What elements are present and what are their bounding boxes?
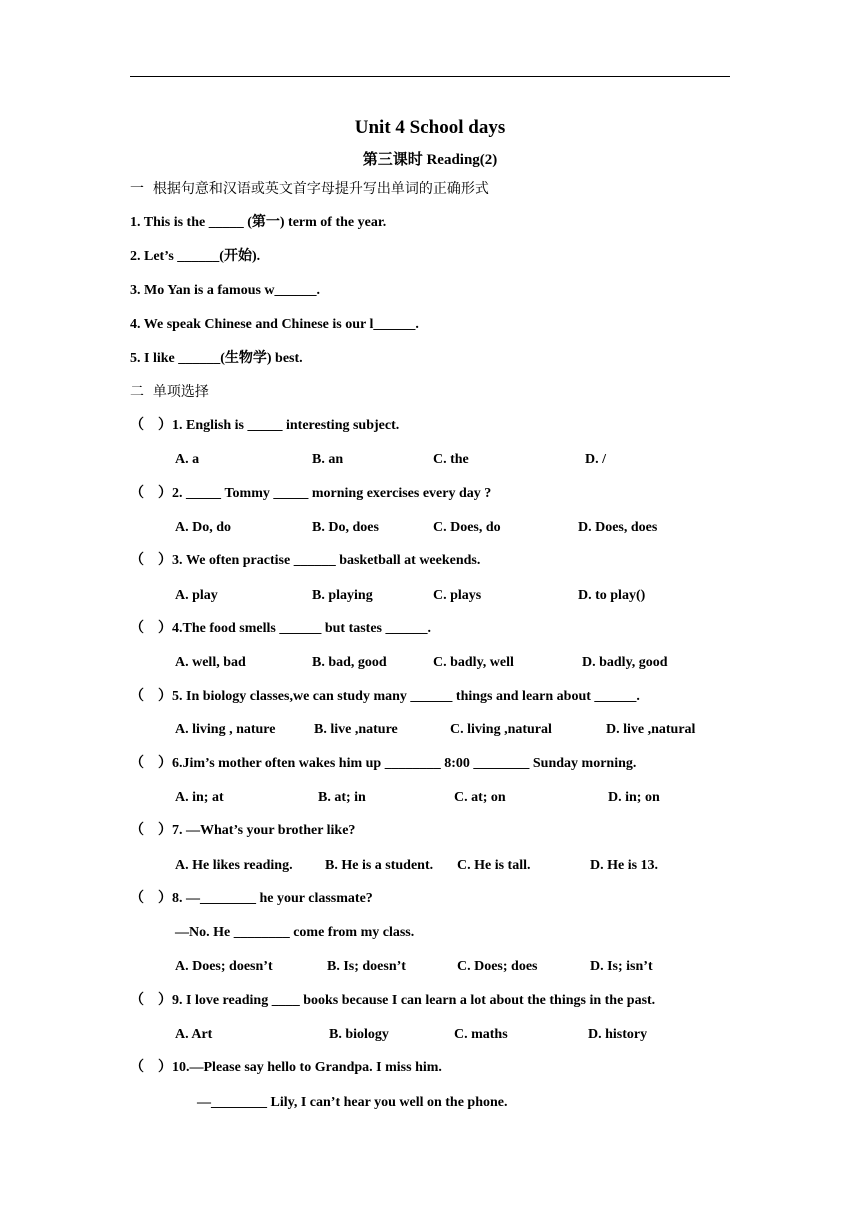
option-a: A. play	[175, 588, 218, 603]
option-d: D. to play()	[578, 588, 646, 603]
option-c: C. the	[433, 452, 469, 467]
question-stem: （ ）9. I love reading ____ books because I can learn a lot about the things in the past.	[130, 993, 656, 1008]
question-stem: （ ）7. —What’s your brother like?	[130, 823, 356, 838]
option-c: C. badly, well	[433, 655, 514, 670]
option-a: A. Art	[175, 1027, 213, 1042]
option-a: A. Do, do	[175, 520, 232, 535]
question-dialogue: —________ Lily, I can’t hear you well on the phone.	[197, 1095, 508, 1110]
option-b: B. an	[312, 452, 344, 467]
option-b: B. Is; doesn’t	[327, 959, 406, 974]
question-stem: （ ）6.Jim’s mother often wakes him up ________ 8:00 ________ Sunday morning.	[130, 756, 637, 771]
option-d: D. badly, good	[582, 655, 668, 670]
fill-item: 5. I like ______(生物学) best.	[130, 351, 303, 366]
option-b: B. live ,nature	[314, 722, 398, 737]
page-title: Unit 4 School days	[354, 117, 506, 138]
option-d: D. history	[588, 1027, 648, 1042]
option-a: A. He likes reading.	[175, 858, 293, 873]
option-d: D. /	[585, 452, 606, 467]
option-c: C. plays	[433, 588, 482, 603]
option-c: C. He is tall.	[457, 858, 531, 873]
option-c: C. maths	[454, 1027, 508, 1042]
question-stem: （ ）3. We often practise ______ basketball at weekends.	[130, 553, 481, 568]
section2-heading: 二 单项选择	[130, 384, 209, 400]
option-c: C. Does, do	[433, 520, 501, 535]
question-stem: （ ）4.The food smells ______ but tastes ______.	[130, 621, 432, 636]
page-subtitle: 第三课时 Reading(2)	[362, 152, 498, 168]
option-c: C. living ,natural	[450, 722, 552, 737]
option-a: A. living , nature	[175, 722, 276, 737]
option-d: D. He is 13.	[590, 858, 659, 873]
question-dialogue: —No. He ________ come from my class.	[175, 925, 415, 940]
option-b: B. at; in	[318, 790, 366, 805]
option-a: A. Does; doesn’t	[175, 959, 273, 974]
top-rule	[130, 76, 730, 77]
section1-heading: 一 根据句意和汉语或英文首字母提升写出单词的正确形式	[130, 181, 489, 197]
option-a: A. a	[175, 452, 200, 467]
question-stem: （ ）2. _____ Tommy _____ morning exercises every day ?	[130, 486, 492, 501]
question-stem: （ ）10.—Please say hello to Grandpa. I miss him.	[130, 1060, 442, 1075]
option-d: D. live ,natural	[606, 722, 696, 737]
option-d: D. in; on	[608, 790, 660, 805]
question-stem: （ ）8. —________ he your classmate?	[130, 891, 373, 906]
question-stem: （ ）1. English is _____ interesting subject.	[130, 418, 400, 433]
option-b: B. He is a student.	[325, 858, 434, 873]
option-d: D. Does, does	[578, 520, 658, 535]
option-a: A. well, bad	[175, 655, 246, 670]
option-a: A. in; at	[175, 790, 224, 805]
option-d: D. Is; isn’t	[590, 959, 653, 974]
fill-item: 4. We speak Chinese and Chinese is our l______.	[130, 317, 419, 332]
option-b: B. biology	[329, 1027, 389, 1042]
fill-item: 2. Let’s ______(开始).	[130, 249, 261, 264]
option-b: B. bad, good	[312, 655, 387, 670]
fill-item: 1. This is the _____ (第一) term of the year.	[130, 215, 387, 230]
option-c: C. Does; does	[457, 959, 538, 974]
question-stem: （ ）5. In biology classes,we can study many ______ things and learn about ______.	[130, 689, 640, 704]
option-c: C. at; on	[454, 790, 506, 805]
fill-item: 3. Mo Yan is a famous w______.	[130, 283, 321, 298]
option-b: B. playing	[312, 588, 373, 603]
option-b: B. Do, does	[312, 520, 379, 535]
